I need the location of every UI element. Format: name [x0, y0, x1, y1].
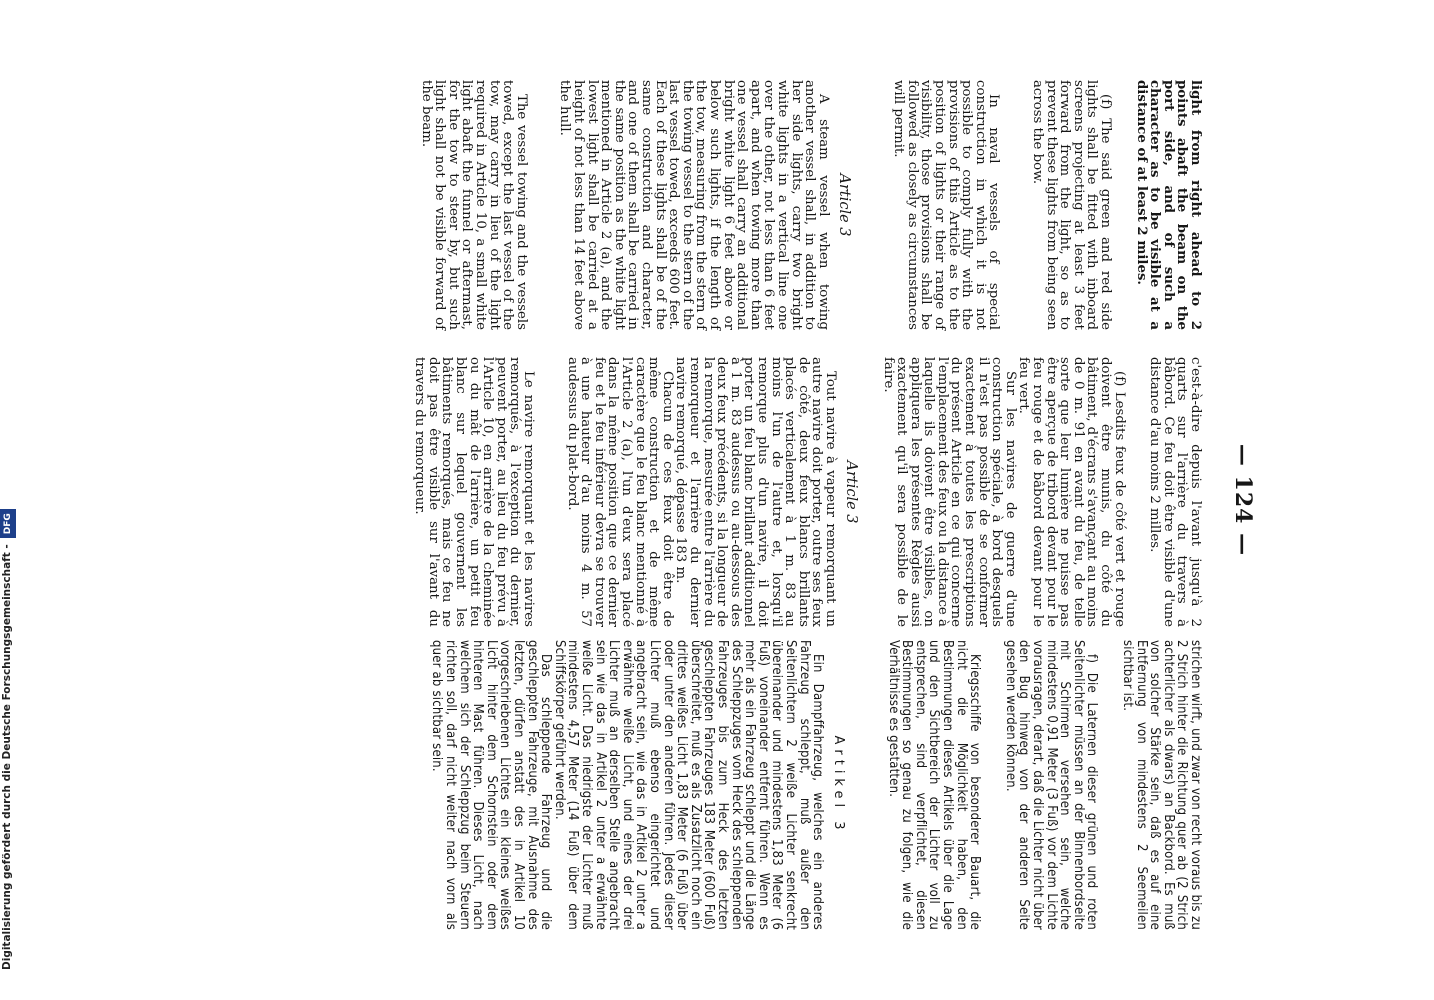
french-paragraph: Sur les navires de guerre d'une construction spéciale, à bord desquels il n'est pas possible de se conformer exactement à toutes les prescriptions du présent Article en ce qui concerne l'emplacement des feux ou la distance à laquelle ils doivent être visibles, on appliquera les présentes Règles aussi exactement qu'il sera possible de le faire.	[880, 357, 1018, 627]
german-article-heading: Artikel 3	[831, 735, 847, 835]
french-paragraph: Chacun de ces feux doit être de même construction et de même caractère que le feu blanc mentionné à l'Article 2 (a), l'un d'eux sera placé dans la même position que ce dernier feu et le feu inférieur devra se trouver à une hauteur d'au moins 4 m. 57 audessus du plat-bord.	[564, 357, 675, 627]
english-paragraph: light from right ahead to 2 points abaft the beam on the port side, and of such a character as to be visible at a distance of at least 2 miles.	[1133, 80, 1203, 330]
english-paragraph: (f) The said green and red side lights shall be fitted with inboard screens projecting at least 3 feet forward from the light, so as to prevent these lights from being seen across the bow.	[1030, 80, 1114, 330]
french-column	[2, 357, 1202, 627]
german-paragraph: Das schleppende Fahrzeug und die geschleppten Fahrzeuge, mit Ausnahme des letzten, dürfen anstatt des in Artikel 10 vorgeschriebenen Lichtes ein kleines weißes Licht hinter dem Schornstein oder dem hinteren Mast führen. Dieses Licht, nach welchem sich der Schleppzug beim Steuern richten soll, darf nicht weiter nach vorn als quer ab sichtbar sein.	[429, 640, 554, 930]
english-article-heading: Article 3	[835, 173, 852, 237]
german-paragraph: Ein Dampffahrzeug, welches ein anderes Fahrzeug schleppt, muß außer den Seitenlichtern 2 weiße Lichter senkrecht übereinander und mindestens 1,83 Meter (6 Fuß) voneinander entfernt führen. Wenn es mehr als ein Fahrzeug schleppt und die Länge des Schleppzuges vom Heck des schleppenden Fahrzeuges bis zum Heck des letzten geschleppten Fahrzeuges 183 Meter (600 Fuß) überschreitet, muß es als Zusatzlicht noch ein drittes weißes Licht 1,83 Meter (6 Fuß) über oder unter den anderen führen. Jedes dieser Lichter muß ebenso eingerichtet und angebracht sein, wie das in Artikel 2 unter a erwähnte weiße Licht, und eines der drei Lichter muß an derselben Stelle angebracht sein wie das in Artikel 2 unter a erwähnte weiße Licht. Das niedrigste der Lichter muß mindestens 4,57 Meter (14 Fuß) über dem Schiffskörper geführt werden.	[551, 640, 826, 930]
french-paragraph: (f) Lesdits feux de côté vert et rouge doivent être munis, du côté du bâtiment, d'écrans s'avançant au moins de 0 m. 91 en avant du feu, de telle sorte que leur lumière ne puisse pas être aperçue de tribord devant pour le feu rouge et de bâbord devant pour le feu vert.	[1016, 357, 1127, 627]
english-column	[2, 80, 1202, 330]
credit-text: Digitalisierung gefördert durch die Deutsche Forschungsgemeinschaft -	[1, 544, 13, 970]
german-paragraph: strichen wirft, und zwar von recht voraus bis zu 2 Strich hinter die Richtung quer ab (2 Strich achterlicher als dwars) an Backbord. Es muß von solcher Stärke sein, daß es auf eine Entfernung von mindestens 2 Seemeilen sichtbar ist.	[1120, 640, 1203, 930]
french-paragraph: c'est-à-dire depuis l'avant jusqu'à 2 quarts sur l'arrière du travers à bâbord. Ce feu doit être visible d'une distance d'au moins 2 milles.	[1147, 357, 1203, 627]
dfg-logo: DFG	[0, 509, 16, 538]
english-paragraph: A steam vessel when towing another vessel shall, in addition to her side lights, carry two bright white lights in a vertical line one over the other, not less than 6 feet apart, and when towing more than one vessel shall carry an additional bright white light 6 feet above or below such lights, if the length of the tow, measuring from the stern of the towing vessel to the stern of the last vessel towed, exceeds 600 feet. Each of these lights shall be of the same construction and character, and one of them shall be carried in the same position as the white light mentioned in Article 2 (a), and the lowest light shall be carried at a height of not less than 14 feet above the hull.	[557, 80, 831, 330]
english-paragraph: The vessel towing and the vessels towed, except the last vessel of the tow, may carry in lieu of the light required in Article 10, a small white light abaft the funnel or aftermast, for the tow to steer by, but such light shall not be visible forward of the beam.	[418, 80, 529, 330]
page-number: — 124 —	[1230, 443, 1256, 557]
french-article-heading: Article 3	[842, 460, 859, 524]
german-column	[2, 640, 1202, 930]
digitization-credit	[0, 0, 26, 970]
french-paragraph: Le navire remorquant et les navires remorqués, à l'exception du dernier, peuvent porter, au lieu du feu prévu à l'Article 10, en arrière de la cheminée ou du mât de l'arrière, un petit feu blanc sur lequel gouvernent les bâtiments remorqués, mais ce feu ne doit pas être visible sur l'avant du travers du remorqueur.	[412, 357, 537, 627]
english-paragraph: In naval vessels of special construction in which it is not possible to comply fully with the provisions of this Article as to the position of lights or their range of visibility, those provisions shall be followed as closely as circumstances will permit.	[891, 80, 1002, 330]
french-paragraph: Tout navire à vapeur remorquant un autre navire doit porter, outre ses feux de côté, deux feux blancs brillants placés verticalement à 1 m. 83 au moins l'un de l'autre et, lorsqu'il remorque plus d'un navire, il doit porter un feu blanc brillant additionnel à 1 m. 83 audessus ou au-dessous des deux feux précédents, si la longueur de la remorque, mesurée entre l'arrière du remorqueur et l'arrière du dernier navire remorqué, dépasse 183 m.	[673, 357, 838, 627]
german-paragraph: f) Die Laternen dieser grünen und roten Seitenlichter müssen an der Binnenbordseite mit Schirmen versehen sein, welche mindestens 0,91 Meter (3 Fuß) vor dem Lichte vorausragen, derart, daß die Lichter nicht über den Bug hinweg von der anderen Seite gesehen werden können.	[1002, 640, 1100, 930]
german-paragraph: Kriegsschiffe von besonderer Bauart, die nicht die Möglichkeit haben, den Bestimmungen dieses Artikels über die Lage und den Sichtbereich der Lichter voll zu entsprechen, sind verpflichtet, diesen Bestimmungen so genau zu folgen, wie die Verhältnisse es gestatten.	[885, 640, 983, 930]
